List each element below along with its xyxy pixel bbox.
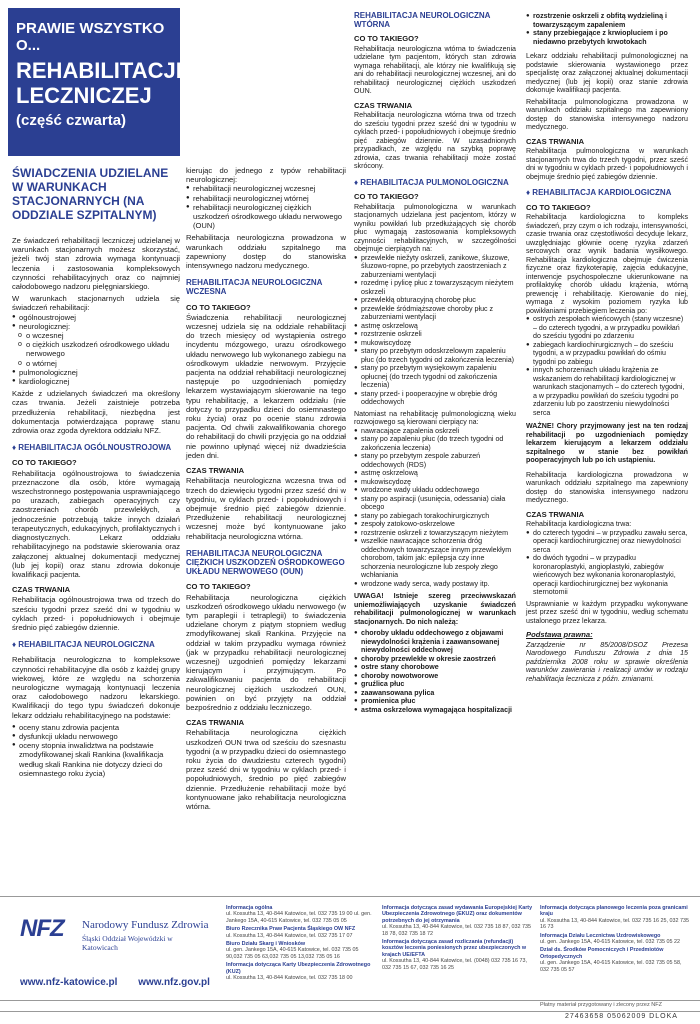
contact-text: ul. gen. Jankego 15A, 40-615 Katowice, tel. 032 735 05 90,032 735 05 63,032 735 05 13,032 735 05 16: [226, 947, 359, 960]
heading-pulmonologiczna: ♦ REHABILITACJA PULMONOLOGICZNA: [354, 177, 509, 187]
contraindications-list-cont: [526, 12, 688, 46]
list-item: ● zabiegach kardiochirurgicznych – do sześciu tygodni, a w przypadku powikłań do ośmiu tygodni po zabiegu: [526, 341, 688, 367]
question-heading: CO TO TAKIEGO?: [12, 458, 77, 468]
contact-heading: Biuro Działu Skarg i Wniosków: [226, 941, 306, 948]
contact-text: ul. gen. Jankego 15A, 40-615 Katowice, tel. 032 735 05 22: [540, 939, 680, 946]
duration-heading: CZAS TRWANIA: [354, 100, 413, 110]
pulmo-list: [354, 254, 516, 407]
list-item: ● choroby nowotworowe: [354, 672, 516, 681]
question-heading: CO TO TAKIEGO?: [354, 192, 419, 201]
footer-contacts-3: [540, 903, 690, 973]
list-item: ● ogólnoustrojowej: [12, 313, 180, 322]
section-title: ŚWIADCZENIA UDZIELANE W WARUNKACH STACJONARNYCH (NA ODDZIALE SZPITALNYM): [12, 166, 169, 222]
rehab-type-list: [12, 313, 180, 387]
column-2: [186, 166, 346, 814]
list-item: ● oceny stopnia inwalidztwa na podstawie zmodyfikowanej skali Rankina (kwalifikacja według skali Rankina nie dotyczy dzieci do osiemnastego roku życia): [12, 741, 180, 778]
question-heading: CO TO TAKIEGO?: [186, 582, 251, 592]
list-item: ● przewlekłe niežyty oskrzeli, zanikowe, śluzowe, śluzowo-ropne, po przebytych zaostrzeniach z zaburzeniami wentylacji: [354, 254, 516, 280]
header-line1: PRAWIE WSZYSTKO O...: [16, 20, 165, 54]
list-item: ● rozstrzenie oskrzeli: [354, 330, 516, 339]
list-item: ● ostrych zespołach wieńcowych (stany wczesne) – do czterech tygodni, a w przypadku powikłań do sześciu tygodni po zdarzeniu: [526, 315, 688, 341]
header-line4: (część czwarta): [16, 112, 127, 129]
heading-wczesna: REHABILITACJA NEUROLOGICZNA WCZESNA: [186, 278, 323, 297]
url-link[interactable]: www.nfz-katowice.pl: [20, 977, 118, 988]
list-item: o o wtórnej: [12, 359, 180, 368]
list-item: ● oceny stanu zdrowia pacjenta: [12, 723, 180, 732]
duration-heading: CZAS TRWANIA: [12, 585, 71, 595]
kardio-schedule: Usprawnianie w każdym przypadku wykonywane jest przez sześć dni w tygodniu, według schematu ustalonego przez lekarza.: [526, 599, 688, 625]
question-heading: CO TO TAKIEGO?: [186, 302, 251, 312]
wtorna-time: Rehabilitacja neurologiczna wtórna trwa od trzech do sześciu tygodni przez sześć dni w tygodniu w cyklach przed- i popołudniowych i obejmuje średnio pięć zabiegów dziennie. W uzasadnionych przypadkach, ze względu na szybką poprawę zdrowia, czas trwania rehabilitacji może zostać skrócony.: [354, 111, 516, 170]
list-item: ● stany po przebytym wysiękowym zapaleniu opłucnej (do trzech tygodni od zakończenia leczenia): [354, 364, 516, 390]
list-item: ● astma oskrzelowa wymagająca hospitalizacji: [354, 706, 516, 715]
footer-urls: [20, 977, 228, 988]
contact-text: ul. Kossutha 13, 40-844 Katowice, tel. 032 735 18 00: [226, 975, 353, 982]
column-3: [354, 12, 516, 717]
list-item: ● do czterech tygodni – w przypadku zawału serca, operacji kardiochirurgicznej oraz niewydolności serca: [526, 529, 688, 555]
kardio-list: [526, 315, 688, 417]
list-item: ● stany po zabiegach torakochirurgicznych: [354, 512, 516, 521]
footer-contacts-2: [382, 903, 534, 971]
legal-basis-text: Zarządzenie nr 85/2008/DSOZ Prezesa Narodowego Funduszu Zdrowia z dnia 15 października 2008 roku w sprawie określenia warunków zawierania i realizacji umów w rodzaju rehabilitacja lecznicza z późn. zmianami.: [526, 640, 688, 683]
divider: [0, 1011, 700, 1012]
heading-ogolnoustrojowa: ♦ REHABILITACJA OGÓLNOUSTROJOWA: [12, 443, 172, 453]
header-box: [8, 8, 180, 156]
url-link[interactable]: www.nfz.gov.pl: [138, 977, 210, 988]
list-item: ● stany po przebytym odoskrzelowym zapaleniu płuc (do trzech tygodni od zakończenia leczenia): [354, 347, 516, 364]
after-list-text: Każde z udzielanych świadczeń ma określony czas trwania. Jeżeli zaistnieje potrzeba przedłużenia rehabilitacji, niezbędna jest dokumentacja potwierdzająca poprawę stanu zdrowia oraz zgoda dyrektora oddziału NFZ.: [12, 389, 180, 436]
list-item: ● ostre stany chorobowe: [354, 663, 516, 672]
list-item: ● rozedmę i pylicę płuc z towarzyszącym nieżytem oskrzeli: [354, 279, 516, 296]
list-item: ● stany po przebytym zespole zaburzeń oddechowych (RDS): [354, 452, 516, 469]
list-item: ● stany przed- i pooperacyjne w obrębie dróg oddechowych: [354, 390, 516, 407]
print-code: 27463658 05062009 DLOKA: [565, 1013, 678, 1020]
list-item: ● neurologicznej:: [12, 322, 180, 331]
contact-heading: Informacja dotycząca Karty Ubezpieczenia Zdrowotnego (KUZ): [226, 962, 371, 975]
list-item: ● dysfunkcji układu nerwowego: [12, 732, 180, 741]
top-text: Rehabilitacja neurologiczna prowadzona w warunkach oddziału szpitalnego ma zapewniony dostęp do stanowiska intensywnego nadzoru medycznego.: [186, 233, 346, 271]
kardio-time-list: [526, 529, 688, 597]
duration-heading: CZAS TRWANIA: [526, 509, 585, 519]
list-item: ● astmę oskrzelową: [354, 469, 516, 478]
important-text: WAŻNE! Chory przyjmowany jest na ten rodzaj rehabilitacji po uzgodnieniach pomiędzy lekarzem kierującym a lekarzem oddziału szpitalnego w stanie bez powikłań pooperacyjnych lub po ich ustąpieniu.: [526, 422, 688, 464]
header-line2: REHABILITACJI: [16, 58, 182, 83]
contact-text: ul. Kossutha 13, 40-844 Katowice, tel. (0048) 032 735 16 73, 032 735 15 67, 032 735 16 25: [382, 958, 528, 971]
top-intro: kierując do jednego z typów rehabilitacji neurologicznej:: [186, 166, 346, 185]
list-item: ● wrodzone wady układu oddechowego: [354, 486, 516, 495]
list-item: ● rehabilitacji neurologicznej wczesnej: [186, 184, 346, 193]
question-heading: CO TO TAKIEGO?: [526, 202, 591, 212]
list-item: ● stany przebiegające z krwiopluciem i po niedawno przebytych krwotokach: [526, 29, 688, 46]
list-intro: W warunkach stacjonarnych udziela się świadczeń rehabilitacji:: [12, 294, 180, 313]
contact-text: ul. Kossutha 13, 40-844 Katowice, tel. 032 735 17 07: [226, 932, 353, 939]
list-item: ● do dwóch tygodni – w przypadku koronaroplastyki, angioplastyki, zabiegów wieńcowych bez wykonania koronaroplastyki, operacji kardiochirurgicznej bez wykonania sternotomii: [526, 554, 688, 597]
list-item: ● gruźlica płuc: [354, 680, 516, 689]
footer: [0, 896, 700, 1000]
list-item: o o ciężkich uszkodzeń ośrodkowego układu nerwowego: [12, 340, 180, 358]
heading-wtorna: REHABILITACJA NEUROLOGICZNA WTÓRNA: [354, 11, 491, 29]
contraindications-list: [354, 629, 516, 714]
list-item: ● pulmonologicznej: [12, 368, 180, 377]
list-item: ● choroby przewlekłe w okresie zaostrzeń: [354, 655, 516, 664]
warning-text: UWAGA! Istnieje szereg przeciwwskazań uniemożliwiających uzyskanie świadczeń rehabilitacji pulmonologicznej w warunkach stacjonarnych. Do nich należą:: [354, 592, 516, 626]
list-item: ● kardiologicznej: [12, 377, 180, 386]
pulmo-qualification: Lekarz oddziału rehabilitacji pulmonologicznej na podstawie skierowania wystawionego przez specjalistę oraz załączonej aktualnej dokumentacji medycznej (lub jej kopii) oraz stanie zdrowia dokonuje kwalifikacji pacjenta.: [526, 52, 688, 94]
list-item: ● rehabilitacji neurologicznej wtórnej: [186, 194, 346, 203]
contact-text: ul. Kossutha 13, 40-844 Katowice, tel. 032 735 19 00 ul. gen. Jankego 15A, 40-615 Katowice, tel. 032 735 05 05: [226, 911, 372, 924]
list-item: ● astmę oskrzelową: [354, 322, 516, 331]
contact-heading: Dział ds. Środków Pomocniczych i Przedmiotów Ortopedycznych: [540, 947, 664, 960]
question-heading: CO TO TAKIEGO?: [354, 34, 419, 43]
intro-text: Ze świadczeń rehabilitacji leczniczej udzielanej w warunkach stacjonarnych możesz skorzystać, jeżeli twój stan zdrowia wymaga kontynuacji leczenia i zastosowania kompleksowych czynności rehabilitacyjnych oraz co najmniej całodobowego nadzoru pielęgniarskiego.: [12, 236, 180, 292]
list-item: ● rozstrzenie oskrzeli z obfitą wydzieliną i towarzyszącym zapaleniem: [526, 12, 688, 29]
neuro-types-list: [186, 184, 346, 230]
pulmo-text: Rehabilitacja pulmonologiczna w warunkach stacjonarnych udzielana jest pacjentom, którzy w wyniku powikłań lub przedłużających się chorób płuc wymagają zastosowania kompleksowych czynności rehabilitacyjnych, w szczególności obejmuje cierpiących na:: [354, 202, 516, 253]
contact-text: ul. gen. Jankego 15A, 40-615 Katowice, tel. 032 735 05 58, 032 735 05 57: [540, 960, 682, 973]
ogol-text: Rehabilitacja ogólnoustrojowa to świadczenia przeznaczone dla osób, które wymagają wszechstronnego postępowania usprawniającego po urazach, zabiegach operacyjnych czy zaostrzeniach chorób przewlekłych, a jednocześnie potrzebują także innych działań terapeutycznych, edukacyjnych, profilaktycznych i diagnostycznych. Lekarz oddziału rehabilitacyjnego na podstawie skierowania oraz załączonej aktualnej dokumentacji medycznej (lub jej kopii) oraz stanu zdrowia dokonuje kwalifikacji pacjenta.: [12, 468, 180, 579]
list-item: ● przewlekłą obturacyjną chorobę płuc: [354, 296, 516, 305]
list-item: ● promienica płuc: [354, 697, 516, 706]
list-item: o o wczesnej: [12, 331, 180, 340]
heading-kardiologiczna: ♦ REHABILITACJA KARDIOLOGICZNA: [526, 188, 672, 197]
contact-heading: Informacja dotycząca zasad rozliczania (refundacji) kosztów leczenia poniesionych przez ubezpieczonych w krajach UE/EFTA: [382, 939, 527, 958]
duration-heading: CZAS TRWANIA: [186, 718, 245, 728]
wczesna-text: Świadczenia rehabilitacji neurologicznej wczesnej udziela się na oddziale rehabilitacji do trzech miesięcy od wystąpienia ostrego incydentu mózgowego, urazu ośrodkowego układu nerwowego lub wykonanego zabiegu na ośrodkowym układzie nerwowym. Przyjęcie pacjenta na oddział rehabilitacji neurologicznej następuje po uzgodnieniach pomiędzy lekarzem wystawiającym skierowanie na tego typu rehabilitację, a lekarzem oddziału (nie dotyczy to przypadku dzieci do osiemnastego roku życia) oraz po ocenie stanu zdrowia pacjenta. Od chwili zakwalifikowania chorego do rehabilitacji do chwili przyjęcia go na oddział nie powinno upłynąć więcej niż dwadzieścia jeden dni.: [186, 312, 346, 460]
pulmo-mid: Natomiast na rehabilitację pulmonologiczną wieku rozwojowego są kierowani cierpiący na:: [354, 409, 516, 426]
list-item: ● zespoły zatokowo-oskrzelowe: [354, 520, 516, 529]
wczesna-time: Rehabilitacja neurologiczna wczesna trwa od trzech do dziewięciu tygodni przez sześć dni w tygodniu, w cyklach przed- i popołudniowych i obejmuje średnio pięć zabiegów dziennie. Przedłużenie rehabilitacji neurologicznej wczesnej może być kontynuowane jako rehabilitacja neurologiczna wtórna.: [186, 476, 346, 541]
kardio-supervision: Rehabilitacja kardiologiczna prowadzona w warunkach oddziału szpitalnego ma zapewniony dostęp do stanowiska intensywnego nadzoru medycznego.: [526, 470, 688, 504]
contact-heading: Biuro Rzecznika Praw Pacjenta Śląskiego OW NFZ: [226, 926, 356, 933]
column-4: [526, 12, 688, 686]
duration-heading: CZAS TRWANIA: [186, 466, 245, 476]
legal-basis-heading: Podstawa prawna:: [526, 630, 593, 639]
list-item: ● mukowiscydozę: [354, 478, 516, 487]
footer-contacts-1: [226, 903, 374, 981]
kardio-time-intro: Rehabilitacja kardiologiczna trwa:: [526, 520, 632, 528]
ciezkie-text: Rehabilitacja neurologiczna ciężkich uszkodzeń ośrodkowego układu nerwowego (w tym paraplegii i tetraplegii) to świadczenia udzielane chorym z piątym stopniem według zmodyfikowanej skali Rankina. Przyjęcie na oddział w takim przypadku wymaga również (jak w przypadku rehabilitacji neurologicznej wczesnej) uzgodnień pomiędzy lekarzami kierującym i przyjmującym. Po zakwalifikowaniu pacjenta do rehabilitacji neurologicznej ciężkich uszkodzeń OUN, powinien on być przyjęty na oddział bezpośrednio z oddziału leczniczego.: [186, 592, 346, 712]
pulmo-list-2: [354, 427, 516, 589]
logo-mark: NFZ: [20, 915, 64, 942]
pulmo-supervision: Rehabilitacja pulmonologiczna prowadzona w warunkach oddziału szpitalnego ma zapewniony dostęp do stanowiska intensywnego nadzoru medycznego.: [526, 97, 688, 131]
list-item: ● wszelkie nawracające schorzenia dróg oddechowych towarzyszące innym przewlekłym chorobom, takim jak: epilepsja czy inne schorzenia neurologiczne lub zespoły złego wchłaniania: [354, 537, 516, 580]
list-item: ● rehabilitacji neurologicznej ciężkich uszkodzeń ośrodkowego układu nerwowego (OUN): [186, 203, 346, 231]
contact-heading: Informacja dotycząca planowego leczenia poza granicami kraju: [540, 905, 688, 918]
duration-heading: CZAS TRWANIA: [526, 136, 585, 146]
list-item: ● stany po zapaleniu płuc (do trzech tygodni od zakończenia leczenia): [354, 435, 516, 452]
contact-heading: Informacja Działu Lecznictwa Uzdrowiskowego: [540, 932, 661, 939]
wtorna-text: Rehabilitacja neurologiczna wtórna to świadczenia udzielane tym pacjentom, których stan zdrowia wymaga rehabilitacji, ale którzy nie kwalifikują się ani do rehabilitacji neurologicznej wczesnej, ani do rehabilitacji neurologicznej ciężkich uszkodzeń OUN.: [354, 44, 516, 95]
heading-neurologiczna: ♦ REHABILITACJA NEUROLOGICZNA: [12, 640, 155, 650]
list-item: ● stany po aspiracji (usunięcia, odessania) ciała obcego: [354, 495, 516, 512]
contact-heading: Informacja dotycząca zasad wydawania Europejskiej Karty Ubezpieczenia Zdrowotnego (EKUZ) oraz dokumentów potrzebnych do jej otrzymania: [382, 905, 533, 924]
contact-text: ul. Kossutha 13, 40-844 Katowice, tel. 032 735 18 87, 032 735 18 78, 032 735 18 72: [382, 924, 531, 937]
neuro-text: Rehabilitacja neurologiczna to kompleksowe czynności rehabilitacyjne dla osób z każdej grupy wiekowej, które ze względu na schorzenia neurologiczne wymagają kontynuacji leczenia oraz całodobowego nadzoru lekarskiego. Kwalifikacji do tego typu świadczeń dokonuje lekarz oddziału rehabilitacyjnego na podstawie:: [12, 655, 180, 720]
kardio-text: Rehabilitacja kardiologiczna to kompleks świadczeń, przy czym o ich rodzaju, intensywności, czasie trwania oraz częstotliwości decyduje lekarz, uwzględniając głównie ocenę ryzyka zdarzeń sercowych oraz wynik badania wysiłkowego. Rehabilitacja kardiologiczna obejmuje ćwiczenia fizyczne oraz fizykoterapię, zajęcia edukacyjne, interwencje psychospołeczne ukierunkowane na profilaktykę chorób układu krążenia, wtórną prewencję i rehabilitację. Kierowanie do niej, wymaga z wysokim poziomem ryzyka lub powikłaniami przebiegiem leczenia po:: [526, 213, 688, 315]
heading-ciezkie: REHABILITACJA NEUROLOGICZNA CIĘŻKICH USZKODZEŃ OŚRODKOWEGO UKŁADU NERWOWEGO (OUN): [186, 548, 345, 577]
column-1: [12, 236, 180, 781]
list-item: ● przewlekłe śródmiąższowe choroby płuc z zaburzeniami wentylacji: [354, 305, 516, 322]
logo-subtitle: Śląski Oddział Wojewódzki w Katowicach: [82, 934, 173, 952]
header-line3: LECZNICZEJ: [16, 83, 152, 108]
contact-text: ul. Kossutha 13, 40-844 Katowice, tel. 032 735 16 25, 032 735 16 73: [540, 917, 689, 931]
list-item: ● rozstrzenie oskrzeli z towarzyszącym nieżytem: [354, 529, 516, 538]
list-item: ● wrodzone wady serca, wady postawy itp.: [354, 580, 516, 589]
paid-material-note: Płatny materiał przygotowany i zlecony przez NFZ: [540, 1002, 662, 1008]
list-item: ● nawracające zapalenia oskrzeli: [354, 427, 516, 436]
nfz-logo-icon: [20, 915, 210, 955]
contact-heading: Informacja ogólna: [226, 905, 273, 911]
divider: [0, 1000, 700, 1001]
list-item: ● mukowiscydozę: [354, 339, 516, 348]
neuro-list: [12, 723, 180, 778]
pulmo-time: Rehabilitacja pulmonologiczna w warunkach stacjonarnych trwa do trzech tygodni, przez sześć dni w tygodniu w cyklach przed- i popołudniowych i obejmuje średnio pięć zabiegów dziennie.: [526, 147, 688, 181]
list-item: ● zaawansowana pylica: [354, 689, 516, 698]
ogol-time: Rehabilitacja ogólnoustrojowa trwa od trzech do sześciu tygodni przez sześć dni w tygodniu w cyklach przed- i popołudniowych i obejmuje średnio pięć zabiegów dziennie.: [12, 595, 180, 632]
list-item: ● choroby układu oddechowego z objawami niewydolności krążenia i zaawansowanej niewydolności oddechowej: [354, 629, 516, 655]
logo-name: Narodowy Fundusz Zdrowia: [82, 919, 209, 931]
list-item: ● innych schorzeniach układu krążenia ze wskazaniem do rehabilitacji kardiologicznej w warunkach stacjonarnych – do czterech tygodni, a w przypadku powikłań do sześciu tygodni po zdarzeniu lub po zaostrzeniu niewydolności serca: [526, 366, 688, 417]
ciezkie-time: Rehabilitacja neurologiczna ciężkich uszkodzeń OUN trwa od sześciu do szesnastu tygodni (a w przypadku dzieci do osiemnastego roku życia do dwudziestu czterech tygodni) przez sześć dni w tygodniu w cyklach przed- i popołudniowych, średnio po pięć zabiegów dziennie. Przedłużenie rehabilitacji może być kontynuowane jako rehabilitacja neurologiczna wtórna.: [186, 728, 346, 811]
